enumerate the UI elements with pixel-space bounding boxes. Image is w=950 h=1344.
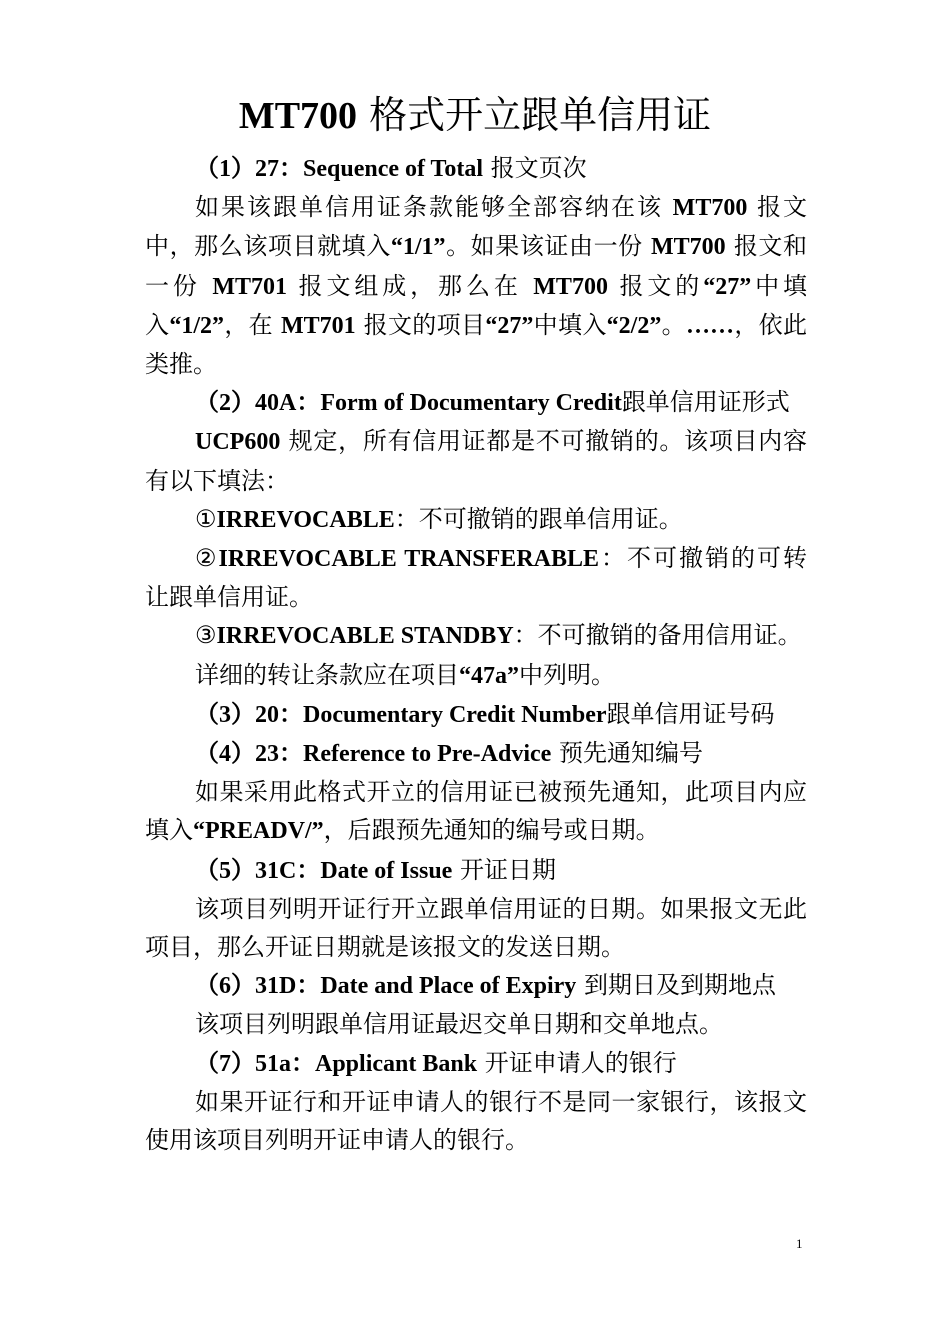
bold-text: IRREVOCABLE STANDBY bbox=[216, 623, 514, 650]
text-run: ：不可撤销的可转让跟单信用证。 bbox=[145, 544, 808, 612]
title-rest-part: 格式开立跟单信用证 bbox=[357, 93, 712, 137]
paragraph bbox=[145, 1044, 807, 1083]
text-run: 如果开证行和开证申请人的银行不是同一家银行，该报文使用该项目列明开证申请人的银行。 bbox=[145, 1087, 807, 1155]
text-run: 报文的 bbox=[607, 271, 704, 300]
text-run: 报文和一份 bbox=[145, 232, 807, 300]
paragraph bbox=[145, 422, 807, 499]
text-run: 报文组成，那么在 bbox=[287, 271, 534, 300]
bold-text: “1/2” bbox=[169, 312, 225, 339]
bold-text: “PREADV/” bbox=[193, 818, 324, 845]
bold-text: （2）40A：Form of Documentary Credit bbox=[195, 390, 622, 417]
bold-text: IRREVOCABLE bbox=[216, 506, 395, 533]
text-run: 该项目列明开证行开立跟单信用证的日期。如果报文无此项目，那么开证日期就是该报文的发送日期。 bbox=[145, 894, 807, 962]
text-run: ，后跟预先通知的编号或日期。 bbox=[323, 816, 660, 845]
text-run: ③ bbox=[195, 621, 217, 650]
text-run: 跟单信用证形式 bbox=[621, 388, 790, 417]
paragraph bbox=[145, 1005, 807, 1043]
bold-text: “47a” bbox=[459, 662, 519, 689]
bold-text: （1）27：Sequence of Total bbox=[195, 156, 484, 182]
text-run: 中列明。 bbox=[519, 660, 615, 689]
bold-text: MT700 bbox=[650, 234, 726, 261]
bold-text: （3）20：Documentary Credit Number bbox=[195, 701, 607, 728]
text-run: 该项目列明跟单信用证最迟交单日期和交单地点。 bbox=[195, 1010, 723, 1039]
text-run: ① bbox=[195, 504, 217, 533]
text-run: ② bbox=[195, 544, 219, 573]
paragraph bbox=[145, 616, 807, 655]
paragraph bbox=[145, 890, 807, 966]
bold-text: MT700 bbox=[533, 273, 608, 300]
text-run: 到期日及到期地点 bbox=[576, 971, 776, 1000]
bold-text: …… bbox=[686, 312, 734, 339]
bold-text: MT700 bbox=[672, 195, 748, 222]
bold-text: MT701 bbox=[281, 312, 356, 339]
text-run: ：不可撤销的备用信用证。 bbox=[513, 621, 802, 650]
text-run: 规定，所有信用证都是不可撤销的。该项目内容有以下填法： bbox=[145, 427, 807, 495]
paragraph bbox=[145, 851, 807, 890]
text-run: 开证申请人的银行 bbox=[477, 1048, 677, 1077]
text-run: 报文页次 bbox=[483, 154, 587, 182]
text-run: 跟单信用证号码 bbox=[606, 699, 775, 728]
bold-text: （4）23：Reference to Pre-Advice bbox=[195, 741, 552, 768]
text-run: 预先通知编号 bbox=[551, 739, 703, 768]
bold-text: UCP600 bbox=[195, 429, 281, 456]
paragraph bbox=[145, 695, 807, 734]
paragraph bbox=[145, 734, 807, 773]
text-run: ，在 bbox=[224, 310, 281, 339]
text-run: 。 bbox=[661, 310, 686, 339]
document-title bbox=[0, 88, 950, 143]
text-run: 中填入 bbox=[533, 310, 607, 339]
document-body bbox=[145, 149, 807, 1159]
page-number: 1 bbox=[796, 1236, 803, 1251]
text-run: 如果该跟单信用证条款能够全部容纳在该 bbox=[195, 193, 673, 222]
bold-text: “27” bbox=[485, 312, 534, 339]
paragraph bbox=[145, 383, 807, 422]
bold-text: （7）51a：Applicant Bank bbox=[195, 1050, 478, 1077]
text-run: ：不可撤销的跟单信用证。 bbox=[394, 504, 683, 533]
bold-text: IRREVOCABLE TRANSFERABLE bbox=[218, 546, 600, 573]
paragraph bbox=[145, 188, 807, 383]
bold-text: （6）31D：Date and Place of Expiry bbox=[195, 973, 577, 1000]
title-bold-part: MT700 bbox=[238, 95, 358, 137]
text-run: 详细的转让条款应在项目 bbox=[195, 660, 459, 689]
bold-text: “27” bbox=[703, 273, 752, 300]
paragraph bbox=[145, 773, 807, 850]
text-run: 报文中，那么该项目就填入 bbox=[145, 193, 807, 261]
text-run: 中填入 bbox=[145, 271, 807, 339]
text-run: ，依此类推。 bbox=[145, 310, 808, 379]
text-run: 报文的项目 bbox=[355, 310, 486, 339]
paragraph bbox=[145, 500, 807, 539]
bold-text: “1/1” bbox=[390, 234, 446, 261]
text-run: 。如果该证由一份 bbox=[445, 232, 651, 261]
paragraph bbox=[145, 539, 807, 616]
bold-text: （5）31C：Date of Issue bbox=[195, 857, 453, 884]
paragraph bbox=[145, 1083, 807, 1159]
paragraph bbox=[145, 966, 807, 1005]
bold-text: MT701 bbox=[212, 273, 288, 300]
text-run: 如果采用此格式开立的信用证已被预先通知，此项目内应填入 bbox=[145, 778, 807, 845]
paragraph bbox=[145, 149, 807, 188]
bold-text: “2/2” bbox=[606, 312, 662, 339]
text-run: 开证日期 bbox=[452, 855, 556, 884]
paragraph bbox=[145, 656, 807, 695]
